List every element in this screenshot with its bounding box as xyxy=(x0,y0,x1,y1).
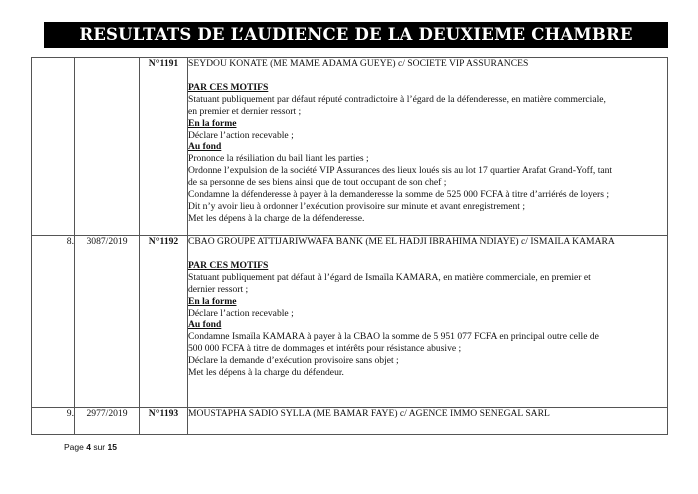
judgment-text xyxy=(188,236,668,408)
judgment-line: Met les dépens à la charge de la défenderesse. xyxy=(188,212,365,224)
section-heading: PAR CES MOTIFS xyxy=(188,259,269,271)
section-heading: Au fond xyxy=(188,141,222,153)
judgment-line: 500 000 FCFA à titre de dommages et intérêts pour résistance abusive ; xyxy=(188,343,462,355)
footer-page-total: 15 xyxy=(107,442,117,452)
judgment-text xyxy=(188,58,668,236)
section-heading: Au fond xyxy=(188,319,222,331)
case-parties: SEYDOU KONATE (ME MAME ADAMA GUEYE) c/ SOCIETE VIP ASSURANCES xyxy=(188,58,529,69)
footer-middle: sur xyxy=(90,442,108,452)
page-footer xyxy=(64,442,117,452)
judgment-line: Dit n’y avoir lieu à ordonner l’exécution provisoire sur minute et avant enregistrement ; xyxy=(188,200,526,212)
judgment-line: en premier et dernier ressort ; xyxy=(188,105,302,117)
case-number xyxy=(75,58,140,236)
footer-prefix: Page xyxy=(64,442,87,452)
judgment-line: Ordonne l’expulsion de la société VIP Assurances des lieux loués sis au lot 17 quartier Arafat Grand-Yoff, tant xyxy=(188,165,613,177)
case-number: 2977/2019 xyxy=(75,408,140,435)
row-number: 9. xyxy=(32,408,75,435)
judgment-line: Prononce la résiliation du bail liant les parties ; xyxy=(188,153,369,165)
judgment-line: Déclare l’action recevable ; xyxy=(188,307,294,319)
table-row xyxy=(32,408,668,435)
page-title: RESULTATS DE L’AUDIENCE DE LA DEUXIEME CHAMBRE xyxy=(44,22,668,48)
judgment-line: Déclare la demande d’exécution provisoire sans objet ; xyxy=(188,355,399,367)
judgment-line: Met les dépens à la charge du défendeur. xyxy=(188,367,344,379)
table-row xyxy=(32,58,668,236)
judgment-text xyxy=(188,408,668,435)
table-row xyxy=(32,236,668,408)
case-parties: MOUSTAPHA SADIO SYLLA (ME BAMAR FAYE) c/ AGENCE IMMO SENEGAL SARL xyxy=(188,408,550,419)
judgment-number: N°1191 xyxy=(140,58,188,236)
case-parties: CBAO GROUPE ATTIJARIWWAFA BANK (ME EL HADJI IBRAHIMA NDIAYE) c/ ISMAILA KAMARA xyxy=(188,236,615,247)
judgment-line: de sa personne de ses biens ainsi que de tout occupant de son chef ; xyxy=(188,177,447,189)
judgment-line: dernier ressort ; xyxy=(188,283,249,295)
judgment-number: N°1192 xyxy=(140,236,188,408)
footer-page-number: 4 xyxy=(86,442,91,452)
judgment-number: N°1193 xyxy=(140,408,188,435)
row-number xyxy=(32,58,75,236)
results-table xyxy=(31,57,668,435)
section-heading: PAR CES MOTIFS xyxy=(188,81,269,93)
section-heading: En la forme xyxy=(188,295,237,307)
judgment-line: Statuant publiquement pat défaut à l’égard de Ismaïla KAMARA, en matière commerciale, en premier et xyxy=(188,271,591,283)
judgment-line: Condamne la défenderesse à payer à la demanderesse la somme de 525 000 FCFA à titre d’arriérés de loyers ; xyxy=(188,189,609,201)
judgment-line: Déclare l’action recevable ; xyxy=(188,129,294,141)
judgment-line: Condamne Ismaïla KAMARA à payer à la CBAO la somme de 5 951 077 FCFA en principal outre celle de xyxy=(188,331,599,343)
section-heading: En la forme xyxy=(188,117,237,129)
judgment-line: Statuant publiquement par défaut réputé contradictoire à l’égard de la défenderesse, en matière commerciale, xyxy=(188,93,606,105)
row-number: 8. xyxy=(32,236,75,408)
case-number: 3087/2019 xyxy=(75,236,140,408)
